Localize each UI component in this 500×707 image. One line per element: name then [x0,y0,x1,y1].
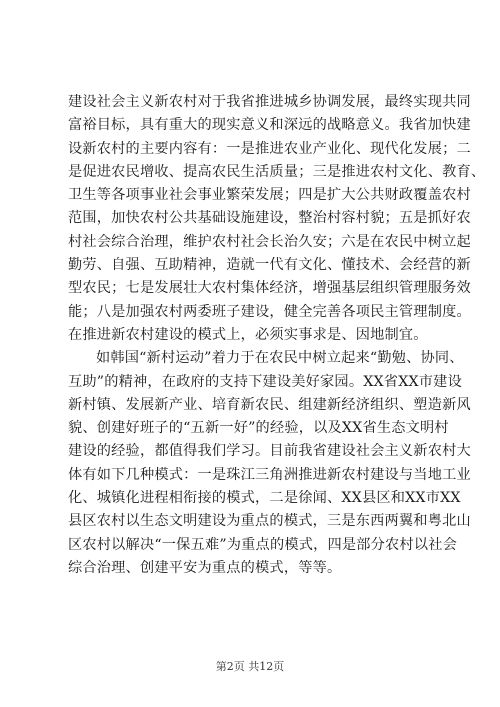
paragraph-line: 村社会综合治理，维护农村社会长治久安；六是在农民中树立起 [68,233,471,250]
paragraph-line: 如韩国“新村运动”着力于在农民中树立起来“勤勉、协同、 [96,350,464,367]
paragraph-line: 是促进农民增收、提高农民生活质量；三是推进农村文化、教育、 [68,163,486,180]
paragraph-line: 富裕目标，具有重大的现实意义和深远的战略意义。我省加快建 [68,117,471,134]
paragraph-line: 体有如下几种模式：一是珠江三角洲推进新农村建设与当地工业 [68,466,471,483]
paragraph-line: 范围，加快农村公共基础设施建设，整治村容村貌；五是抓好农 [68,210,471,227]
paragraph-line: 县区农村以生态文明建设为重点的模式，三是东西两翼和粤北山 [68,513,471,530]
document-body [68,91,486,580]
paragraph-line: 在推进新农村建设的模式上，必须实事求是、因地制宜。 [68,326,428,343]
page-footer: 第2页 共12页 [215,660,285,673]
paragraph-line: 化、城镇化进程相衔接的模式，二是徐闻、XX县区和XX市XX [68,490,461,507]
paragraph-line: 设新农村的主要内容有：一是推进农业产业化、现代化发展；二 [68,140,471,157]
paragraph-2 [68,347,471,580]
paragraph-line: 勤劳、自强、互助精神，造就一代有文化、懂技术、会经营的新 [68,257,471,274]
paragraph-line: 貌、创建好班子的“五新一好”的经验，以及XX省生态文明村 [68,420,449,437]
paragraph-line: 卫生等各项事业社会事业繁荣发展；四是扩大公共财政覆盖农村 [68,187,471,204]
paragraph-line: 区农村以解决“一保五难”为重点的模式，四是部分农村以社会 [68,536,457,553]
paragraph-line: 建设社会主义新农村对于我省推进城乡协调发展，最终实现共同 [68,94,471,110]
paragraph-line: 能；八是加强农村两委班子建设，健全完善各项民主管理制度。 [68,303,471,320]
paragraph-line: 互助”的精神，在政府的支持下建设美好家园。XX省XX市建设 [68,373,462,390]
paragraph-line: 建设的经验，都值得我们学习。目前我省建设社会主义新农村大 [68,443,471,460]
paragraph-line: 综合治理、创建平安为重点的模式，等等。 [68,559,342,576]
paragraph-1 [68,91,486,347]
paragraph-line: 型农民；七是发展壮大农村集体经济，增强基层组织管理服务效 [68,280,471,297]
paragraph-line: 新村镇、发展新产业、培育新农民、组建新经济组织、塑造新风 [68,396,471,413]
